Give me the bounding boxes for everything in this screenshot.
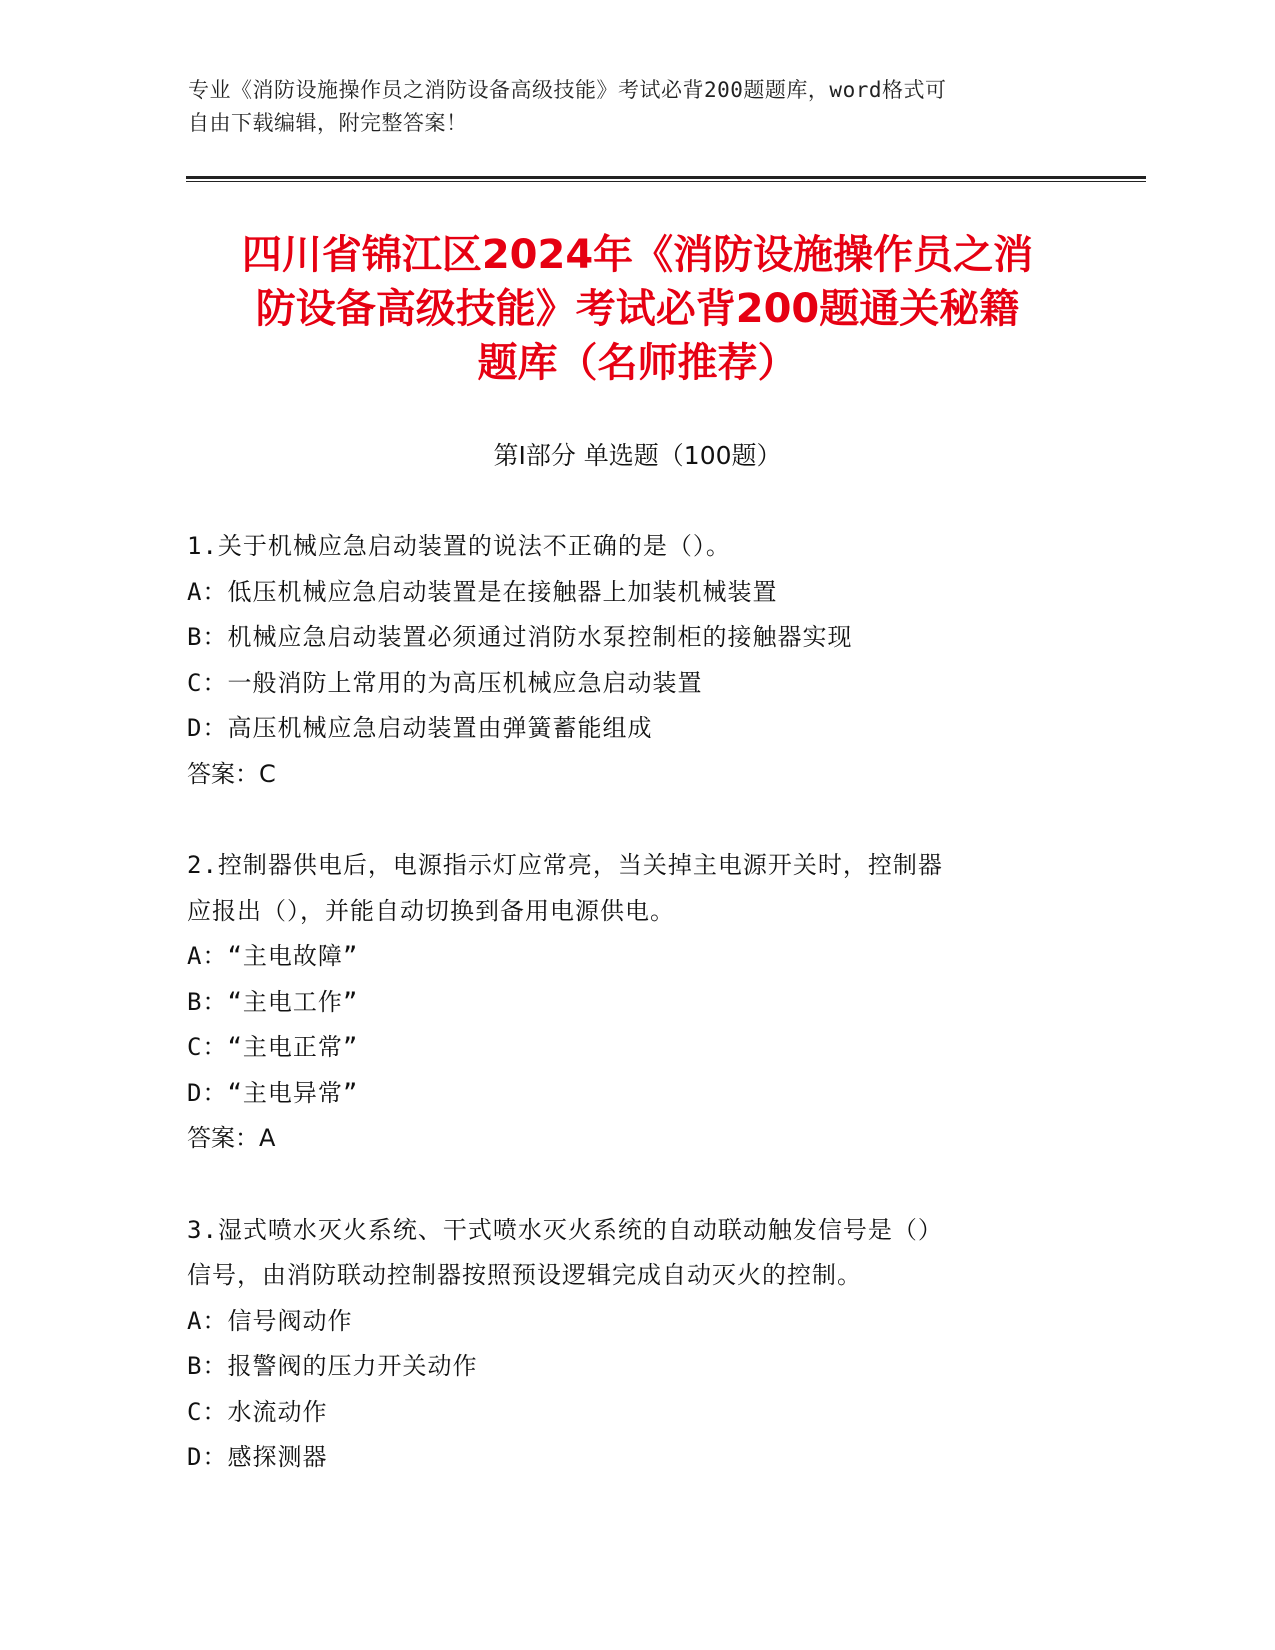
section-title: 第Ⅰ部分 单选题（100题） <box>493 441 782 470</box>
question-stem: 3.湿式喷水灭火系统、干式喷水灭火系统的自动联动触发信号是（） <box>187 1215 943 1244</box>
option-d: D：“主电异常” <box>187 1078 359 1107</box>
option-a: A：低压机械应急启动装置是在接触器上加装机械装置 <box>187 577 778 606</box>
header-divider-thin <box>186 181 1146 182</box>
option-a: A：“主电故障” <box>187 942 359 970</box>
question-stem: 2.控制器供电后，电源指示灯应常亮，当关掉主电源开关时，控制器 <box>187 851 943 879</box>
answer: 答案：A <box>187 1124 276 1152</box>
question-3 <box>187 1208 1087 1481</box>
answer: 答案：C <box>187 759 276 788</box>
question-list <box>187 524 1087 1527</box>
option-b: B：报警阀的压力开关动作 <box>187 1352 478 1380</box>
document-title-line: 防设备高级技能》考试必背200题通关秘籍 <box>255 286 1020 332</box>
document-title-line: 题库（名师推荐） <box>477 340 798 386</box>
question-stem: 信号，由消防联动控制器按照预设逻辑完成自动灭火的控制。 <box>187 1261 862 1289</box>
option-b: B：机械应急启动装置必须通过消防水泵控制柜的接触器实现 <box>187 623 853 651</box>
option-d: D：感探测器 <box>187 1443 328 1471</box>
header-note <box>188 74 1068 140</box>
option-a: A：信号阀动作 <box>187 1306 353 1335</box>
option-c: C：“主电正常” <box>187 1033 359 1061</box>
option-c: C：水流动作 <box>187 1397 328 1426</box>
option-b: B：“主电工作” <box>187 987 359 1016</box>
question-stem: 应报出（），并能自动切换到备用电源供电。 <box>187 896 675 925</box>
header-note-line: 自由下载编辑，附完整答案！ <box>188 111 468 135</box>
header-note-line: 专业《消防设施操作员之消防设备高级技能》考试必背200题题库，word格式可 <box>188 78 947 102</box>
question-2 <box>187 843 1087 1162</box>
option-d: D：高压机械应急启动装置由弹簧蓄能组成 <box>187 714 653 742</box>
header-divider <box>186 176 1146 179</box>
question-1 <box>187 524 1087 797</box>
document-title <box>150 228 1125 390</box>
document-title-line: 四川省锦江区2024年《消防设施操作员之消 <box>241 232 1034 278</box>
question-stem: 1.关于机械应急启动装置的说法不正确的是（）。 <box>187 532 731 560</box>
option-c: C：一般消防上常用的为高压机械应急启动装置 <box>187 668 703 697</box>
